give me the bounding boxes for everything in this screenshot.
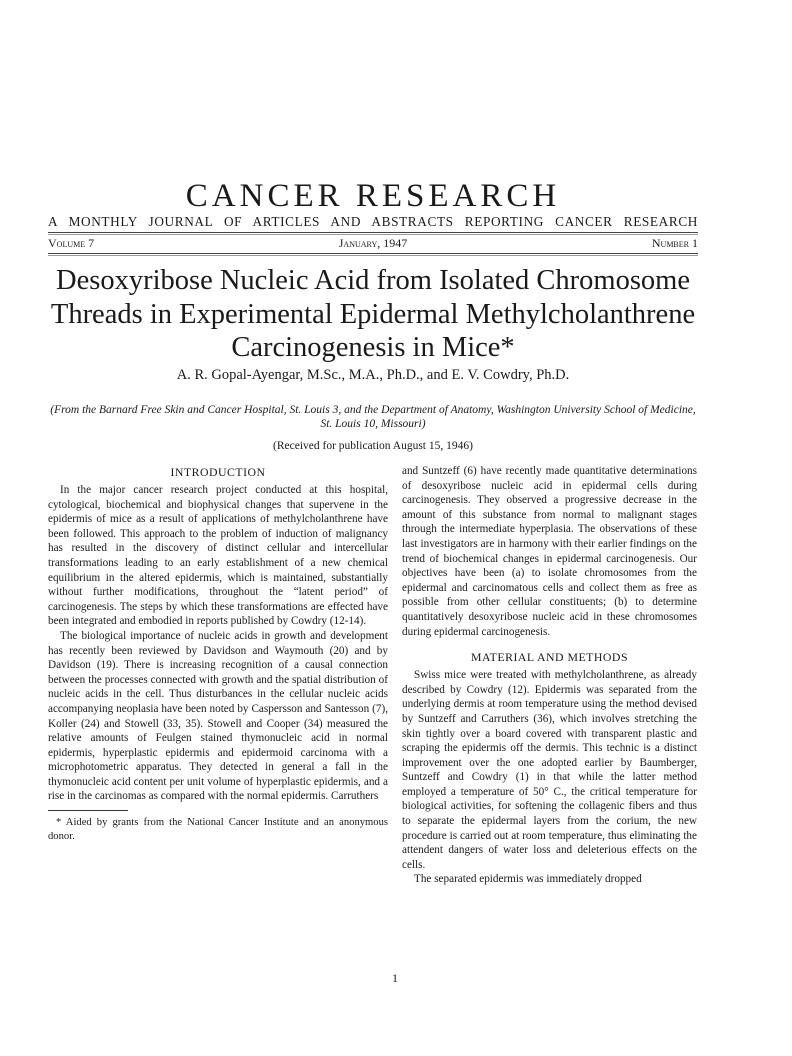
paragraph: and Suntzeff (6) have recently made quantitative determinations of desoxyribose nucleic acid in epidermal cells during carcinogenesis. They observed a progressive decrease in the amount of this substance from normal to malignant stages through the intermediate hyperplasia. The observations of these last investigators are in harmony with their earlier findings on the trend of biochemical changes in epidermal carcinogenesis. Our objectives have been (a) to isolate chromosomes from the epidermal and carcinomatous cells and collect them as free as possible from other cellular constituents; (b) to determine quantitatively desoxyribose nucleic acid in these chromosomes during epidermal carcinogenesis. — [402, 465, 697, 638]
issue-date: January, 1947 — [338, 236, 408, 250]
article-affiliation: (From the Barnard Free Skin and Cancer Hospital, St. Louis 3, and the Department of Anatomy, Washington University School of Medicine, St. Louis 10, Missouri) — [50, 404, 696, 430]
header-rule-top-double — [48, 234, 698, 235]
header-rule-bottom — [48, 253, 698, 254]
journal-subtitle: A MONTHLY JOURNAL OF ARTICLES AND ABSTRACTS REPORTING CANCER RESEARCH — [48, 214, 698, 229]
header-rule-bottom-double — [48, 255, 698, 256]
footnote: * Aided by grants from the National Cancer Institute and an anonymous donor. — [48, 817, 388, 842]
header-rule-top — [48, 232, 698, 233]
paragraph: In the major cancer research project conducted at this hospital, cytological, biochemical and biophysical changes that supervene in the epidermis of mice as a result of applications of methylcholanthrene have been followed. This approach to the problem of induction of malignancy has resulted in the discovery of distinct cellular and intercellular transformations leading to an early establishment of a new chemical equilibrium in the altered epidermis, which is maintained, substantially without further modifications, throughout the “latent period” of carcinogenesis. The steps by which these transformations are effected have been integrated and embodied in reports published by Cowdry (12-14). — [48, 484, 388, 628]
volume-label: Volume 7 — [48, 236, 95, 250]
issue-number: Number 1 — [651, 236, 698, 250]
section-heading-methods: MATERIAL AND METHODS — [470, 650, 629, 665]
paragraph: The separated epidermis was immediately dropped — [414, 873, 642, 886]
article-authors: A. R. Gopal-Ayengar, M.Sc., M.A., Ph.D., and E. V. Cowdry, Ph.D. — [176, 367, 570, 383]
footnote-rule — [48, 810, 128, 811]
page-number: 1 — [392, 971, 398, 985]
issue-info — [48, 236, 698, 252]
paragraph: The biological importance of nucleic acids in growth and development has recently been reviewed by Davidson and Waymouth (20) and by Davidson (19). There is increasing recognition of a causal connection between the processes connected with growth and the spatial distribution of nucleic acids in the cell. Thus disturbances in the cellular nucleic acids accompanying neoplasia have been noted by Caspersson and Santesson (7), Koller (24) and Stowell (33, 35). Stowell and Cooper (34) measured the relative amounts of Feulgen stained thymonucleic acid in normal epidermis, hyperplastic epidermis and epidermoid carcinoma with a microphotometric apparatus. They detected in general a fall in the thymonucleic acid content per unit volume of hyperplastic epidermis, and a rise in the carcinomas as compared with the normal epidermis. Carruthers — [48, 629, 388, 803]
right-column — [402, 464, 697, 887]
received-date: (Received for publication August 15, 1946) — [273, 440, 473, 452]
paragraph: Swiss mice were treated with methylcholanthrene, as already described by Cowdry (12). Epidermis was separated from the underlying dermis at room temperature using the method devised by Suntzeff and Carruthers (36), which involves stretching the skin tightly over a board covered with transparent plastic and scraping the epidermis off the dermis. This technic is a distinct improvement over the one adopted earlier by Baumberger, Suntzeff and Cowdry (1) in that while the latter method employed a temperature of 50° C., the critical temperature for biological activities, for softening the collagenic fibers and thus to separate the epidermal layers from the corium, the new procedure is carried out at room temperature, thus eliminating the attendent dangers of water loss and deleterious effects on the cells. — [402, 669, 697, 871]
section-heading-introduction: INTRODUCTION — [170, 465, 266, 479]
article-title: Desoxyribose Nucleic Acid from Isolated Chromosome Threads in Experimental Epidermal Methylcholanthrene Carcinogenesis in Mice* — [50, 265, 696, 363]
journal-title: CANCER RESEARCH — [185, 178, 561, 214]
left-column — [48, 464, 388, 843]
